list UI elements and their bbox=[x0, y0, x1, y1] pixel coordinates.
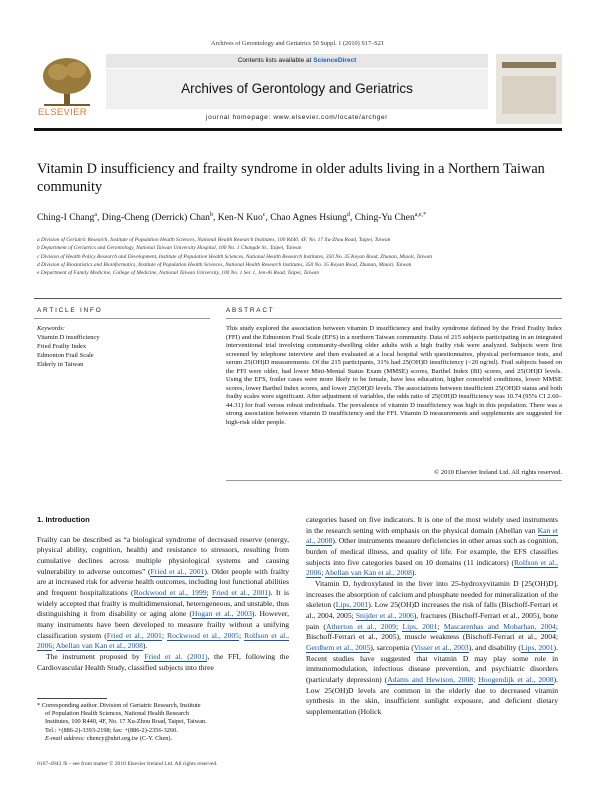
abstract-copyright: © 2010 Elsevier Ireland Ltd. All rights reserved. bbox=[434, 469, 562, 476]
citation-link[interactable]: Lips, 2001 bbox=[402, 621, 438, 631]
affiliation: b Department of Geriatrics and Gerontology, National Taiwan University Hospital, 100 No. 1 Changde St., Taipei, Taiwan bbox=[37, 245, 302, 252]
keyword: Vitamin D insufficiency bbox=[37, 333, 100, 341]
citation-link[interactable]: Abellan van Kan et al., 2008 bbox=[324, 568, 412, 578]
affiliation: c Division of Health Policy Research and Development, Institute of Population Health Sciences, National Health Research Institutes, 350 No. 35 Keyan Road, Zhunan, Miaoli, Taiwan bbox=[37, 253, 433, 260]
citation-link[interactable]: Abellan van Kan et al., 2008 bbox=[55, 641, 143, 651]
article-title: Vitamin D insufficiency and frailty syndrome in older adults living in a Northern Taiwan community bbox=[37, 161, 545, 195]
citation-link[interactable]: Atherton et al., 2009 bbox=[325, 621, 396, 631]
section-rule bbox=[34, 298, 562, 299]
article-info-heading: ARTICLE INFO bbox=[37, 307, 103, 314]
citation-link[interactable]: Gerdhem et al., 2005 bbox=[306, 642, 371, 652]
journal-title-box bbox=[106, 69, 488, 109]
paragraph-text: ), sarcopenia ( bbox=[370, 642, 414, 652]
author-sup: b bbox=[209, 212, 213, 218]
citation-link[interactable]: Rolfson et al., 2006 bbox=[37, 630, 290, 651]
paragraph bbox=[306, 515, 558, 579]
paragraph-text: ). It is widely accepted that frailty is multidimensional, heterogeneous, and unstable, thus distinguishing it from disability or aging alone ( bbox=[37, 587, 289, 619]
journal-header bbox=[34, 54, 562, 124]
abstract-heading: ABSTRACT bbox=[226, 307, 275, 314]
author-sup: d bbox=[346, 212, 350, 218]
affiliation: a Division of Geriatric Research, Institute of Population Health Sciences, National Health Research Institutes, 100 R440, 4F, No. 17 Xu-Zhou Road, Taipei, Taiwan bbox=[37, 237, 391, 243]
citation-link[interactable]: Rolfson et al., 2006 bbox=[306, 557, 559, 578]
paragraph-text: ; bbox=[238, 630, 245, 640]
paragraph-text: ), and disability ( bbox=[468, 642, 521, 652]
citation-link[interactable]: Hoogendijk et al., 2008 bbox=[478, 674, 554, 684]
citation-link[interactable]: Mascarenhas and Mobarhan, 2004 bbox=[443, 621, 556, 631]
contents-prefix: Contents lists available at bbox=[237, 57, 314, 64]
affiliations bbox=[37, 236, 557, 277]
citation-link[interactable]: Lips, 2001 bbox=[520, 642, 554, 652]
footnote-line: Institutes, 100 R440, 4F, No. 17 Xu-Zhou Road, Taipei, Taiwan. bbox=[45, 718, 207, 726]
paragraph-text: ), fractures (Bischoff-Ferrari et al., 2005), bone pain ( bbox=[306, 610, 558, 631]
paragraph-text: ; Bischoff-Ferrari et al., 2005), muscle weakness (Bischoff-Ferrari et al., 2004; bbox=[306, 621, 558, 642]
contents-bar bbox=[106, 54, 488, 68]
paragraph-text: categories based on five indicators. It is one of the most widely used instruments in the research setting with emphasis on the physical domain (Abellan van bbox=[306, 515, 558, 535]
paragraph-text: Vitamin D, hydroxylated in the liver into 25-hydroxyvitamin D [25(OH)D], increases the absorption of calcium and phosphate needed for mineralization of the skeleton ( bbox=[306, 578, 558, 610]
paragraph-text: ; bbox=[206, 587, 213, 597]
body-column-right bbox=[306, 515, 558, 717]
paragraph-text: ; bbox=[161, 630, 168, 640]
journal-title: Archives of Gerontology and Geriatrics bbox=[181, 81, 413, 96]
author-sup: a,e,* bbox=[414, 212, 427, 218]
citation-link[interactable]: Fried et al., 2001 bbox=[150, 566, 205, 576]
elsevier-wordmark: ELSEVIER bbox=[38, 107, 87, 118]
homepage-prefix: journal homepage: bbox=[206, 114, 274, 121]
cover-panel bbox=[502, 76, 556, 114]
paragraph bbox=[37, 535, 289, 652]
citation-link[interactable]: Adams and Hewison, 2008 bbox=[387, 674, 474, 684]
paragraph-text: ; bbox=[52, 641, 56, 651]
paragraph-text: ). Other instruments measure deficiencies in other areas such as cognition, burden of medical illness, and quality of life. For example, the EFS classifies subjects into five categories based on 10 domains (11 indicators) ( bbox=[306, 536, 559, 567]
paragraph bbox=[37, 652, 289, 673]
keyword: Elderly in Taiwan bbox=[37, 360, 84, 368]
paragraph-text: ). Low 25(OH)D levels are common in the elderly due to decreased vitamin synthesis in the skin, insufficient sunlight exposure, and deficient dietary supplementation (Holick bbox=[306, 674, 559, 716]
footnote-line: * Corresponding author. Division of Geriatric Research, Institute bbox=[37, 702, 201, 709]
citation-link[interactable]: Hogan et al., 2003 bbox=[192, 609, 252, 619]
author-sup: a bbox=[94, 212, 97, 218]
author-sup: c bbox=[262, 212, 266, 218]
paragraph-text: ). Older people with frailty are at increased risk for adverse health outcomes, including lost functional abilities and frequent hospitalizations ( bbox=[37, 566, 290, 597]
citation-link[interactable]: Fried et al. (2001) bbox=[144, 651, 208, 661]
paragraph-text: The instrument proposed by bbox=[46, 651, 145, 661]
keyword: Edmonton Frail Scale bbox=[37, 351, 94, 359]
email-address[interactable]: chency@nhri.org.tw (C-Y. Chen). bbox=[86, 734, 173, 742]
author[interactable]: Ching-Yu Chen bbox=[354, 212, 415, 224]
paragraph-text: ; bbox=[437, 621, 444, 631]
citation-link[interactable]: Fried et al., 2001 bbox=[212, 587, 269, 597]
introduction-heading: 1. Introduction bbox=[37, 515, 90, 524]
citation-link[interactable]: Visser et al., 2003 bbox=[413, 642, 469, 652]
paragraph-text: ; bbox=[321, 568, 325, 578]
tree-icon bbox=[34, 54, 100, 110]
footnote-rule bbox=[37, 698, 107, 699]
citation-link[interactable]: Rockwood et al., 1999 bbox=[133, 587, 207, 597]
author[interactable]: Ken-N Kuo bbox=[217, 212, 263, 224]
citation-link[interactable]: Fried et al., 2001 bbox=[106, 630, 162, 640]
keywords-block bbox=[37, 325, 207, 370]
footnote-line: Tel.: +(886-2)-3393-2198; fax: +(886-2)-2356-3260. bbox=[45, 726, 178, 734]
affiliation: d Division of Biostatistics and Bioinformatics, Institute of Population Health Sciences, National Health Research Institutes, 350 No. 35 Keyan Road, Zhunan, Miaoli, Taiwan bbox=[37, 261, 412, 268]
cover-bar bbox=[502, 62, 556, 68]
abstract-bottom-rule bbox=[226, 480, 562, 481]
citation-link[interactable]: Lips, 2001 bbox=[335, 600, 369, 610]
abstract-rule bbox=[226, 318, 562, 319]
journal-band bbox=[106, 54, 488, 124]
keywords-label: Keywords: bbox=[37, 325, 65, 332]
homepage-url[interactable]: www.elsevier.com/locate/archger bbox=[273, 114, 388, 121]
paragraph-text: ; bbox=[395, 621, 403, 631]
author[interactable]: Chao Agnes Hsiung bbox=[270, 212, 347, 224]
paragraph-text: ). However, many instruments have been developed to measure frailty without a unifying classification system ( bbox=[37, 609, 289, 640]
paragraph bbox=[306, 579, 558, 718]
author-list: Ching-I Chang$^a$, Ding-Cheng (Derrick) Chan$^b$, Ken-N Kuo$^c$, Chao Agnes Hsiung$^d$, Ching-Yu Chen$^{a,e,*}$ bbox=[37, 212, 427, 224]
citation-link[interactable]: Snijder et al., 2006 bbox=[355, 610, 414, 620]
paragraph-text: , the FFI, following the Cardiovascular Health Study, classified subjects into three bbox=[37, 651, 289, 672]
front-matter-line: 0167-4943 /$ – see front matter © 2010 Elsevier Ireland Ltd. All rights reserved. bbox=[37, 761, 218, 767]
info-rule bbox=[34, 318, 210, 319]
header-rule bbox=[34, 128, 562, 131]
email-label: E-mail address: bbox=[45, 734, 86, 742]
paragraph-text: ). Recent studies have suggested that vitamin D may play some role in immunomodulation, infectious disease prevention, and psychiatric disorders (particularly depression) ( bbox=[306, 642, 558, 684]
author[interactable]: Ding-Cheng (Derrick) Chan bbox=[101, 212, 210, 224]
journal-cover-image bbox=[496, 54, 562, 124]
keyword: Fried Frailty Index bbox=[37, 342, 87, 350]
paragraph-text: ; bbox=[473, 674, 479, 684]
journal-homepage bbox=[106, 111, 488, 124]
paragraph-text: Frailty can be described as “a biological syndrome of decreased reserve (energy, physical ability, cognition, health) and resistance to stressors, resulting from cumulative declines across multiple physiological systems and causing vulnerability to adverse outcomes” ( bbox=[37, 534, 289, 576]
footnote-line: of Population Health Sciences, National Health Research bbox=[45, 710, 189, 718]
corresponding-author-footnote bbox=[37, 702, 289, 743]
sciencedirect-link[interactable]: ScienceDirect bbox=[313, 57, 357, 64]
affiliation: e Department of Family Medicine, College of Medicine, National Taiwan University, 100 No. 1 Sec 1, Jen-Ai Road, Taipei, Taiwan bbox=[37, 270, 320, 277]
citation-link[interactable]: Rockwood et al., 2005 bbox=[167, 630, 239, 640]
citation-link[interactable]: Kan et al., 2008 bbox=[306, 525, 558, 546]
paragraph-text: ). Low 25(OH)D increases the risk of falls (Bischoff-Ferrari et al., 2004, 2005; bbox=[306, 600, 558, 620]
abstract-text: This study explored the association between vitamin D insufficiency and frailty syndrome defined by the Fried Frailty Index (FFI) and the Edmonton Frail Scale (EFS) in a northern Taiwan community. Data of 215 subjects participating in an integrated interventional trial involving community-dwelling older adults with a high frailty risk were analyzed. Subjects were first screened by telephone interview and then evaluated at a local hospital with questionnaires, physical performance tests, and serum 25(OH)D measurements. Of the 215 participants, 31% had 25(OH)D insufficiency (<20 ng/ml). Frail subjects based on the FFI were older, had lower Mini-Mental Status Exam (MMSE) scores, Barthel Index (BI) scores, and 25(OH)D levels. Using the EFS, frailer cases were more likely to be female, have less education, higher comorbid conditions, lower MMSE scores, lower Barthel Index scores, and lower 25(OH)D levels. The associations between insufficient 25(OH)D status and both frailty scales were significant. After adjustment of variables, the odds ratio of 25(OH)D insufficiency was 10.74 (95% CI 2.60–44.31) for frail versus robust individuals. The prevalence of vitamin D insufficiency was high in this population. There was a strong association between vitamin D insufficiency and the FFI. Vitamin D measurements and supplements are suggested for high-risk older people. bbox=[226, 325, 562, 427]
body-column-left bbox=[37, 515, 289, 673]
elsevier-logo[interactable] bbox=[34, 54, 100, 124]
paragraph-text: ). bbox=[411, 568, 417, 578]
journal-reference: Archives of Gerontology and Geriatrics 50 Suppl. 1 (2010) S17–S21 bbox=[210, 40, 385, 47]
paragraph-text: ). bbox=[142, 641, 148, 651]
author[interactable]: Ching-I Chang bbox=[37, 212, 95, 224]
footnote-email-line bbox=[37, 735, 289, 743]
